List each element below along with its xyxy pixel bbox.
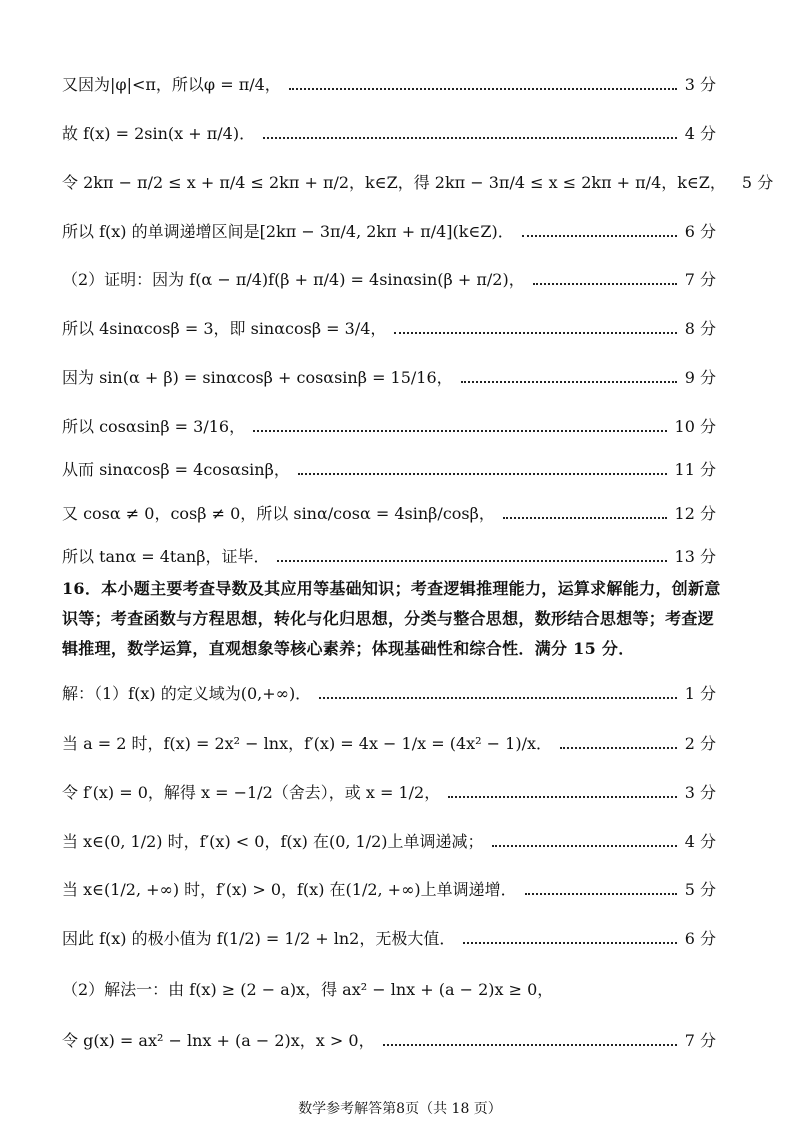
line-score: 7 分 <box>684 1031 716 1050</box>
solution-line <box>62 221 716 243</box>
part2-line <box>62 979 716 1001</box>
line-score: 5 分 <box>684 880 716 899</box>
line-text: 又 cosα ≠ 0，cosβ ≠ 0，所以 sinα/cosα = 4sinβ/cosβ， <box>62 504 495 523</box>
solution-line <box>62 1030 716 1052</box>
solution-line <box>62 367 716 389</box>
leader-dots <box>448 796 677 798</box>
leader-dots <box>522 235 677 237</box>
solution-line <box>62 546 716 568</box>
leader-dots <box>289 88 677 90</box>
leader-dots <box>503 517 667 519</box>
solution-line <box>62 74 716 96</box>
line-score: 7 分 <box>684 270 716 289</box>
line-score: 3 分 <box>684 783 716 802</box>
leader-dots <box>533 283 677 285</box>
solution-line <box>62 318 716 340</box>
solution-line <box>62 416 716 438</box>
line-text: 所以 f(x) 的单调递增区间是[2kπ − 3π/4, 2kπ + π/4](k∈Z)． <box>62 222 514 241</box>
leader-dots <box>394 332 676 334</box>
line-score: 6 分 <box>684 929 716 948</box>
solution-line <box>62 172 774 194</box>
line-score: 13 分 <box>674 547 716 566</box>
line-score: 6 分 <box>684 222 716 241</box>
solution-line <box>62 831 716 853</box>
leader-dots <box>383 1044 677 1046</box>
solution-line <box>62 782 716 804</box>
leader-dots <box>463 942 676 944</box>
line-text: 当 a = 2 时，f(x) = 2x² − lnx，f′(x) = 4x − 1/x = (4x² − 1)/x． <box>62 734 552 753</box>
solution-line <box>62 123 716 145</box>
line-text: 令 2kπ − π/2 ≤ x + π/4 ≤ 2kπ + π/2，k∈Z，得 2kπ − 3π/4 ≤ x ≤ 2kπ + π/4，k∈Z， <box>62 173 726 192</box>
solution-line <box>62 683 716 705</box>
leader-dots <box>492 845 677 847</box>
line-score: 4 分 <box>684 124 716 143</box>
leader-dots <box>319 697 677 699</box>
page-footer: 数学参考解答第8页（共 18 页） <box>298 1101 502 1117</box>
line-score: 8 分 <box>684 319 716 338</box>
line-score: 4 分 <box>684 832 716 851</box>
line-text: 故 f(x) = 2sin(x + π/4)． <box>62 124 256 143</box>
line-score: 5 分 <box>741 173 774 192</box>
solution-line <box>62 269 716 291</box>
line-text: （2）解法一：由 f(x) ≥ (2 − a)x，得 ax² − lnx + (a − 2)x ≥ 0， <box>62 980 554 999</box>
line-text: 解：（1）f(x) 的定义域为(0,+∞)． <box>62 684 312 703</box>
line-text: 从而 sinαcosβ = 4cosαsinβ， <box>62 460 290 479</box>
line-score: 1 分 <box>684 684 716 703</box>
line-text: 所以 4sinαcosβ = 3，即 sinαcosβ = 3/4， <box>62 319 387 338</box>
line-text: 所以 cosαsinβ = 3/16， <box>62 417 246 436</box>
solution-line <box>62 733 716 755</box>
leader-dots <box>277 560 666 562</box>
line-score: 2 分 <box>684 734 716 753</box>
line-score: 10 分 <box>674 417 716 436</box>
line-text: 当 x∈(0, 1/2) 时，f′(x) < 0，f(x) 在(0, 1/2)上单调递减； <box>62 832 484 851</box>
leader-dots <box>263 137 677 139</box>
line-text: （2）证明：因为 f(α − π/4)f(β + π/4) = 4sinαsin(β + π/2)， <box>62 270 525 289</box>
line-score: 9 分 <box>684 368 716 387</box>
line-text: 又因为|φ|<π，所以φ = π/4， <box>62 75 281 94</box>
q16-intro: 16．本小题主要考查导数及其应用等基础知识；考查逻辑推理能力，运算求解能力，创新意识等；考查函数与方程思想，转化与化归思想，分类与整合思想，数形结合思想等；考查逻辑推理，数学运算，直观想象等核心素养；体现基础性和综合性．满分 15 分． <box>62 579 721 658</box>
solution-line <box>62 879 716 901</box>
line-score: 12 分 <box>674 504 716 523</box>
line-score: 11 分 <box>674 460 716 479</box>
line-score: 3 分 <box>684 75 716 94</box>
solution-line <box>62 503 716 525</box>
line-text: 因为 sin(α + β) = sinαcosβ + cosαsinβ = 15/16， <box>62 368 453 387</box>
line-text: 令 g(x) = ax² − lnx + (a − 2)x，x > 0， <box>62 1031 375 1050</box>
leader-dots <box>253 430 666 432</box>
solution-line <box>62 928 716 950</box>
leader-dots <box>560 747 677 749</box>
leader-dots <box>525 893 677 895</box>
leader-dots <box>461 381 677 383</box>
leader-dots <box>298 473 667 475</box>
line-text: 所以 tanα = 4tanβ，证毕． <box>62 547 270 566</box>
solution-line <box>62 459 716 481</box>
line-text: 因此 f(x) 的极小值为 f(1/2) = 1/2 + ln2，无极大值． <box>62 929 456 948</box>
line-text: 当 x∈(1/2, +∞) 时，f′(x) > 0，f(x) 在(1/2, +∞)上单调递增． <box>62 880 517 899</box>
line-text: 令 f′(x) = 0，解得 x = −1/2（舍去），或 x = 1/2， <box>62 783 441 802</box>
